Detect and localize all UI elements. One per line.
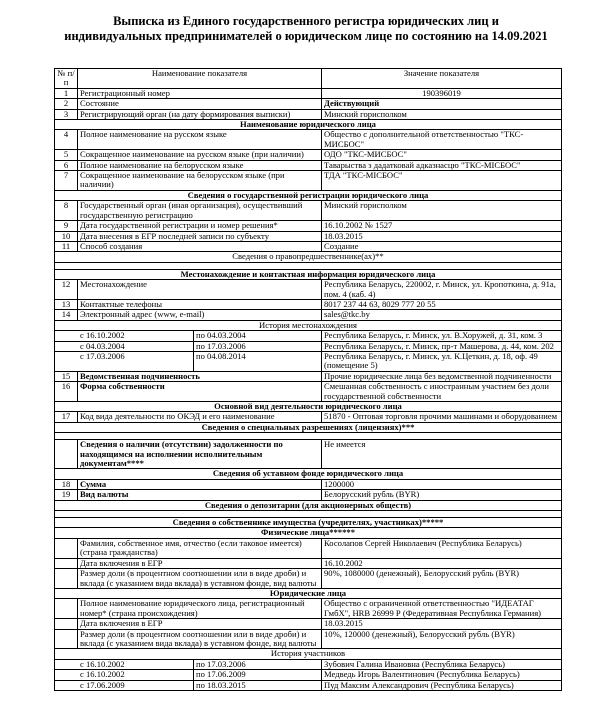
history-from: с 16.10.2002: [55, 670, 194, 680]
table-row: [55, 231, 562, 241]
section-row: [55, 528, 562, 538]
table-row: [55, 538, 562, 558]
history-value: Медведь Игорь Валентинович (Республика Беларусь): [322, 670, 562, 680]
row-value: 10%, 120000 (денежный), Белорусский рубль (BYR): [322, 629, 562, 649]
table-row: [55, 130, 562, 150]
row-num: 5: [55, 150, 78, 160]
row-value: Смешанная собственность с иностранным участием без доли государственной собственности: [322, 382, 562, 402]
row-num: [55, 569, 78, 589]
row-value: Общество с ограниченной ответственностью "ИДЕАТАГ ГмбХ", HRB 26999 Р (Федеративная Республика Германия): [322, 599, 562, 619]
table-row: [55, 490, 562, 500]
table-row: [55, 171, 562, 191]
row-num: 16: [55, 382, 78, 402]
row-label: Дата включения в ЕГР: [78, 619, 322, 629]
section-row: [55, 252, 562, 262]
row-num: [55, 558, 78, 568]
spacer-cell: [55, 511, 562, 518]
row-label: Дата внесения в ЕГР последней записи по субъекту: [78, 231, 322, 241]
history-to: по 04.08.2014: [194, 351, 322, 371]
row-label: Полное наименование юридического лица, регистрационный номер* (страна происхождения): [78, 599, 322, 619]
section-row: [55, 500, 562, 510]
section-row: [55, 320, 562, 330]
history-row: [55, 670, 562, 680]
header-indicator: Наименование показателя: [78, 69, 322, 89]
row-value: 18.03.2015: [322, 231, 562, 241]
row-value: 90%, 1080000 (денежный), Белорусский рубль (BYR): [322, 569, 562, 589]
history-from: с 16.10.2002: [55, 331, 194, 341]
row-num: 18: [55, 479, 78, 489]
row-num: 6: [55, 160, 78, 170]
history-to: по 17.06.2009: [194, 670, 322, 680]
spacer-row: [55, 433, 562, 440]
section-title: Местонахождение и контактная информация юридического лица: [55, 269, 562, 279]
history-row: [55, 331, 562, 341]
table-row: [55, 440, 562, 469]
row-value: 1200000: [322, 479, 562, 489]
section-title: Сведения о депозитарии (для акционерных обществ): [55, 500, 562, 510]
row-value: Республика Беларусь, 220002, г. Минск, ул. Кропоткина, д. 91а, пом. 4 (каб. 4): [322, 280, 562, 300]
row-value: 16.10.2002 № 1527: [322, 221, 562, 231]
row-num: [55, 599, 78, 619]
section-title: Сведения о правопредшественнике(ах)**: [55, 252, 562, 262]
row-label: Государственный орган (иная организация), осуществивший государственную регистрацию: [78, 201, 322, 221]
table-row: [55, 201, 562, 221]
row-label: Код вида деятельности по ОКЭД и его наименование: [78, 412, 322, 422]
history-from: с 17.03.2006: [55, 351, 194, 371]
row-label: Контактные телефоны: [78, 299, 322, 309]
row-label: Сокращенное наименование на русском языке (при наличии): [78, 150, 322, 160]
row-num: 7: [55, 171, 78, 191]
table-row: [55, 569, 562, 589]
row-value: Прочие юридические лица без ведомственной подчиненности: [322, 371, 562, 381]
row-label: Полное наименование на русском языке: [78, 130, 322, 150]
history-from: с 17.06.2009: [55, 680, 194, 690]
row-label: Форма собственности: [78, 382, 322, 402]
row-label: Размер доли (в процентном соотношении или в виде дроби) и вклада (с указанием вида вклада) в уставном фонде, вид валюты: [78, 629, 322, 649]
table-row: [55, 109, 562, 119]
row-label: Полное наименование на белорусском языке: [78, 160, 322, 170]
section-row: [55, 422, 562, 432]
row-label: Дата включения в ЕГР: [78, 558, 322, 568]
history-value: Республика Беларусь, г. Минск, пр-т Машерова, д. 44, ком. 202: [322, 341, 562, 351]
history-to: по 04.03.2004: [194, 331, 322, 341]
row-label: Сумма: [78, 479, 322, 489]
section-title: История участников: [55, 649, 562, 659]
row-label: Способ создания: [78, 241, 322, 251]
row-value: Общество с дополнительной ответственностью "ТКС-МИСБОС": [322, 130, 562, 150]
row-num: 11: [55, 241, 78, 251]
history-to: по 18.03.2015: [194, 680, 322, 690]
debt-label: Сведения о наличии (отсутствии) задолженности по находящимся на исполнении исполнительным документам****: [78, 440, 322, 469]
row-num: 19: [55, 490, 78, 500]
table-row: [55, 412, 562, 422]
row-num: [55, 619, 78, 629]
table-row: [55, 619, 562, 629]
spacer-row: [55, 511, 562, 518]
history-value: Республика Беларусь, г. Минск, ул. К.Цеткин, д. 18, оф. 49 (помещение 5): [322, 351, 562, 371]
debt-value: Не имеется: [322, 440, 562, 469]
row-num: 1: [55, 88, 78, 98]
table-row: [55, 241, 562, 251]
row-num: 10: [55, 231, 78, 241]
row-num: 15: [55, 371, 78, 381]
history-row: [55, 659, 562, 669]
history-to: по 17.03.2006: [194, 659, 322, 669]
history-row: [55, 680, 562, 690]
spacer-row: [55, 262, 562, 269]
row-value: 8017 237 44 63, 8029 777 20 55: [322, 299, 562, 309]
spacer-cell: [55, 262, 562, 269]
row-value: Таварыства з дадатковай адказнасцю "ТКС-МІСБОС": [322, 160, 562, 170]
section-title: Основной вид деятельности юридического лица: [55, 402, 562, 412]
row-value: Действующий: [322, 99, 562, 109]
section-title: Юридические лица: [55, 588, 562, 598]
row-num: [55, 629, 78, 649]
section-title: Наименование юридического лица: [55, 120, 562, 130]
table-row: [55, 88, 562, 98]
row-label: Местонахождение: [78, 280, 322, 300]
table-row: [55, 371, 562, 381]
row-value: Косолапов Сергей Николаевич (Республика Беларусь): [322, 538, 562, 558]
row-value: ОДО "ТКС-МИСБОС": [322, 150, 562, 160]
section-title: Сведения о специальных разрешениях (лицензиях)***: [55, 422, 562, 432]
history-from: с 16.10.2002: [55, 659, 194, 669]
row-num: 9: [55, 221, 78, 231]
title-line-2: индивидуальных предпринимателей о юридическом лице по состоянию на 14.09.2021: [64, 29, 548, 43]
section-row: [55, 649, 562, 659]
document-title: [0, 14, 612, 44]
row-label: Фамилия, собственное имя, отчество (если таковое имеется) (страна гражданства): [78, 538, 322, 558]
row-label: Регистрирующий орган (на дату формирования выписки): [78, 109, 322, 119]
table-row: [55, 150, 562, 160]
row-value: 18.03.2015: [322, 619, 562, 629]
row-num: [55, 538, 78, 558]
header-value: Значение показателя: [322, 69, 562, 89]
row-value: ТДА "ТКС-МІСБОС": [322, 171, 562, 191]
table-row: [55, 599, 562, 619]
row-value: Минский горисполком: [322, 109, 562, 119]
table-row: [55, 221, 562, 231]
spacer-cell: [55, 433, 562, 440]
row-label: Ведомственная подчиненность: [78, 371, 322, 381]
row-label: Вид валюты: [78, 490, 322, 500]
table-row: [55, 160, 562, 170]
row-value: Белорусский рубль (BYR): [322, 490, 562, 500]
section-title: Сведения о собственнике имущества (учредителях, участниках)*****: [55, 518, 562, 528]
table-row: [55, 479, 562, 489]
section-title: Сведения о государственной регистрации юридического лица: [55, 190, 562, 200]
section-row: [55, 120, 562, 130]
header-num: № п/п: [55, 69, 78, 89]
row-label: Сокращенное наименование на белорусском языке (при наличии): [78, 171, 322, 191]
row-value: 16.10.2002: [322, 558, 562, 568]
table-row: [55, 310, 562, 320]
register-table: [54, 68, 562, 691]
section-title: Сведения об уставном фонде юридического лица: [55, 469, 562, 479]
row-label: Состояние: [78, 99, 322, 109]
section-row: [55, 402, 562, 412]
history-to: по 17.03.2006: [194, 341, 322, 351]
row-value: 51870 - Оптовая торговля прочими машинами и оборудованием: [322, 412, 562, 422]
history-from: с 04.03.2004: [55, 341, 194, 351]
history-value: Пуд Максим Александрович (Республика Беларусь): [322, 680, 562, 690]
row-label: Дата государственной регистрации и номер решения*: [78, 221, 322, 231]
row-num: [55, 440, 78, 469]
history-row: [55, 341, 562, 351]
section-row: [55, 518, 562, 528]
section-row: [55, 588, 562, 598]
header-row: [55, 69, 562, 89]
row-num: 17: [55, 412, 78, 422]
section-title: Физические лица******: [55, 528, 562, 538]
row-num: 13: [55, 299, 78, 309]
row-value: sales@tkc.by: [322, 310, 562, 320]
history-value: Республика Беларусь, г. Минск, ул. В.Хоружей, д. 31, ком. 3: [322, 331, 562, 341]
row-num: 8: [55, 201, 78, 221]
history-row: [55, 351, 562, 371]
table-row: [55, 299, 562, 309]
title-line-1: Выписка из Единого государственного регистра юридических лиц и: [113, 14, 499, 28]
table-row: [55, 382, 562, 402]
table-row: [55, 99, 562, 109]
row-value: Создание: [322, 241, 562, 251]
row-value: 190396019: [322, 88, 562, 98]
section-row: [55, 469, 562, 479]
row-label: Регистрационный номер: [78, 88, 322, 98]
section-row: [55, 190, 562, 200]
row-label: Электронный адрес (www, e-mail): [78, 310, 322, 320]
row-num: 12: [55, 280, 78, 300]
section-row: [55, 269, 562, 279]
table-row: [55, 629, 562, 649]
row-num: 14: [55, 310, 78, 320]
section-title: История местонахождения: [55, 320, 562, 330]
row-value: Минский горисполком: [322, 201, 562, 221]
history-value: Зубович Галина Ивановна (Республика Беларусь): [322, 659, 562, 669]
row-num: 4: [55, 130, 78, 150]
table-row: [55, 280, 562, 300]
table-row: [55, 558, 562, 568]
row-num: 3: [55, 109, 78, 119]
row-label: Размер доли (в процентном соотношении или в виде дроби) и вклада (с указанием вида вклада) в уставном фонде, вид валюты: [78, 569, 322, 589]
row-num: 2: [55, 99, 78, 109]
